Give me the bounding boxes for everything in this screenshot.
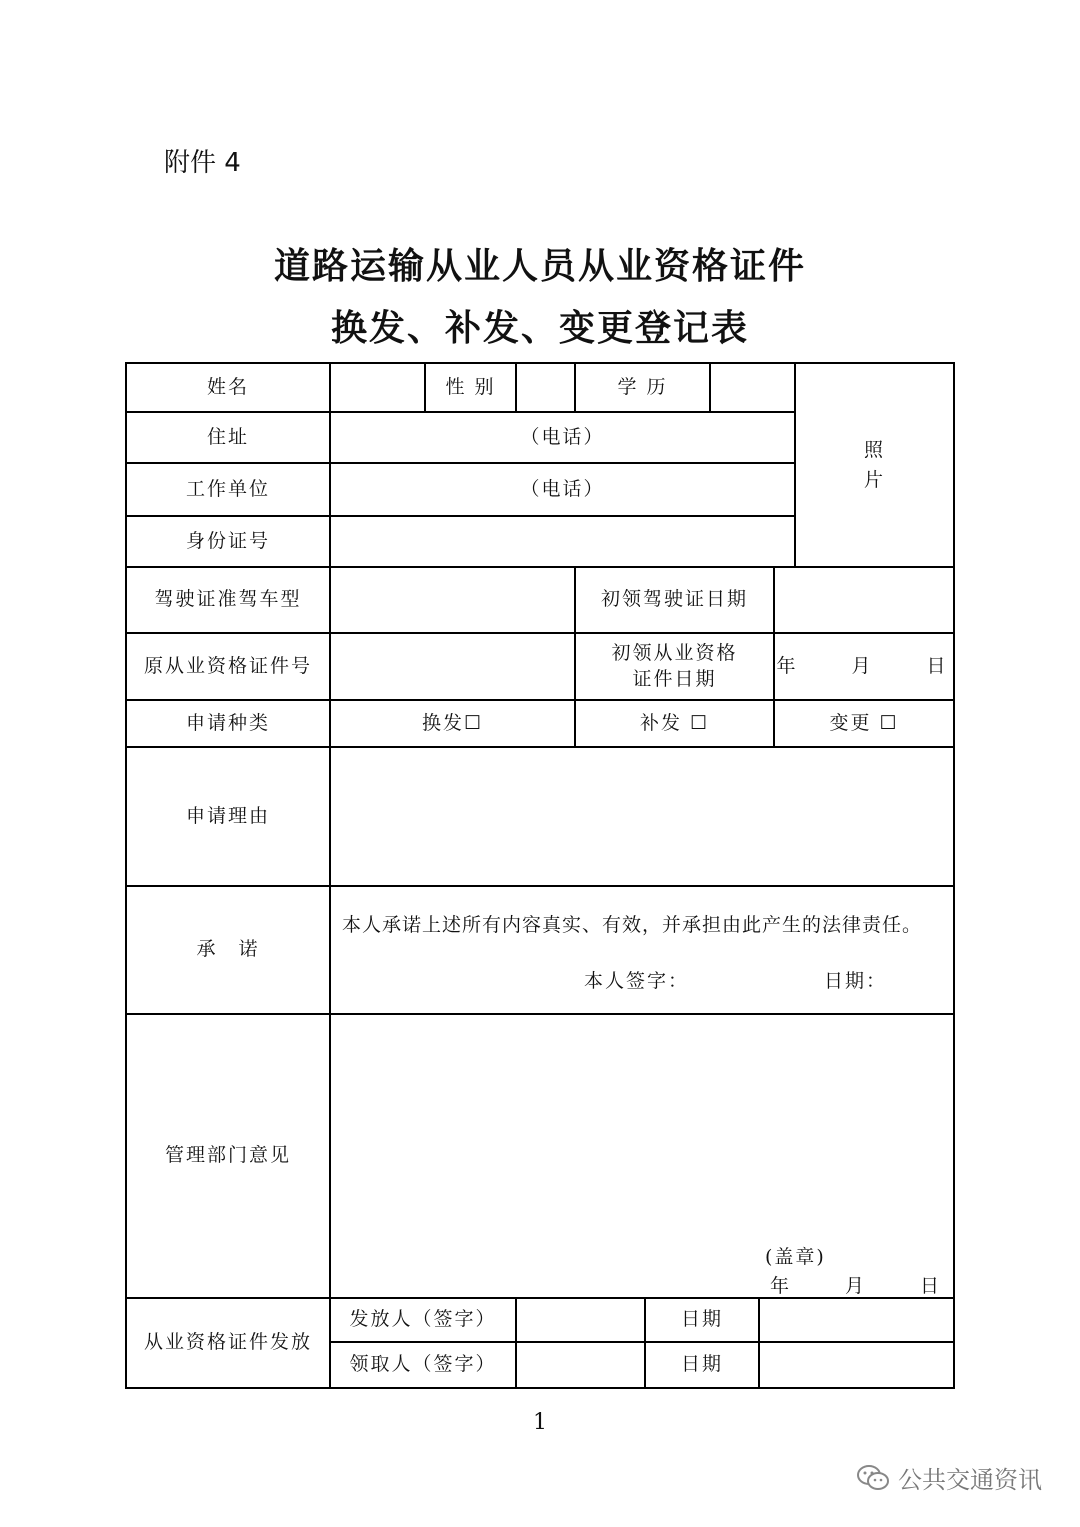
address-phone-field[interactable]: （电话） [520,425,605,448]
reason-field[interactable] [331,748,953,885]
receiver-label: 领取人（签字） [349,1353,497,1376]
name-label: 姓名 [206,375,249,398]
reason-label: 申请理由 [185,804,270,827]
promise-text: 本人承诺上述所有内容真实、有效，并承担由此产生的法律责任。 [342,914,923,936]
opinion-field[interactable] [331,1015,953,1297]
gender-field[interactable] [517,364,574,411]
id-number-label: 身份证号 [185,529,270,552]
apply-type-label: 申请种类 [185,711,270,734]
address-label: 住址 [206,425,249,448]
seal-date: 年 月 日 [770,1275,946,1297]
reissue-checkbox[interactable]: 补发 ☐ [639,711,710,734]
license-date-label: 初领驾驶证日期 [600,588,748,611]
issuer-label: 发放人（签字） [349,1308,497,1331]
license-type-label: 驾驶证准驾车型 [154,588,302,611]
wechat-icon [856,1464,890,1492]
education-label: 学 历 [617,375,668,398]
license-type-field[interactable] [331,568,574,632]
photo-label-1: 照 [863,438,885,461]
form-title-line-2: 换发、补发、变更登记表 [330,308,749,349]
education-field[interactable] [711,364,794,411]
cert-date-label-line-1: 初领从业资格 [611,641,738,664]
renew-checkbox[interactable]: 换发☐ [421,711,484,734]
seal-label: (盖章) [765,1246,826,1268]
annex-label: 附件 4 [164,148,241,178]
promise-label: 承 诺 [196,938,260,961]
table-border-bottom [125,1387,955,1389]
page-number: 1 [533,1410,547,1435]
table-border-right [953,362,955,1389]
promise-date-label: 日期： [824,970,888,992]
id-number-field[interactable] [331,517,794,566]
photo-box[interactable] [796,364,953,566]
license-date-field[interactable] [775,568,953,632]
cert-date-field[interactable]: 年 月 日 [776,654,952,677]
name-field[interactable] [331,364,424,411]
photo-label-2: 片 [863,469,885,491]
opinion-label: 管理部门意见 [164,1144,291,1167]
cert-date-label [576,634,773,699]
cert-date-label-line-2: 证件日期 [632,667,717,690]
employer-phone-field[interactable]: （电话） [520,477,605,500]
issue-date-label: 日期 [680,1308,723,1331]
employer-label: 工作单位 [185,477,270,500]
issue-date-field[interactable] [760,1299,953,1341]
issuer-sign-field[interactable] [517,1299,644,1341]
change-checkbox[interactable]: 变更 ☐ [829,711,899,734]
cert-number-label: 原从业资格证件号 [143,654,312,677]
cert-number-field[interactable] [331,634,574,699]
promise-sign-label: 本人签字： [584,970,690,992]
form-title-line-1: 道路运输从业人员从业资格证件 [273,246,806,287]
watermark-text: 公共交通资讯 [898,1466,1042,1494]
watermark [856,1460,1042,1495]
issue-label: 从业资格证件发放 [143,1331,312,1354]
gender-label: 性 别 [445,375,496,398]
receive-date-label: 日期 [680,1353,723,1376]
receiver-sign-field[interactable] [517,1343,644,1387]
receive-date-field[interactable] [760,1343,953,1387]
